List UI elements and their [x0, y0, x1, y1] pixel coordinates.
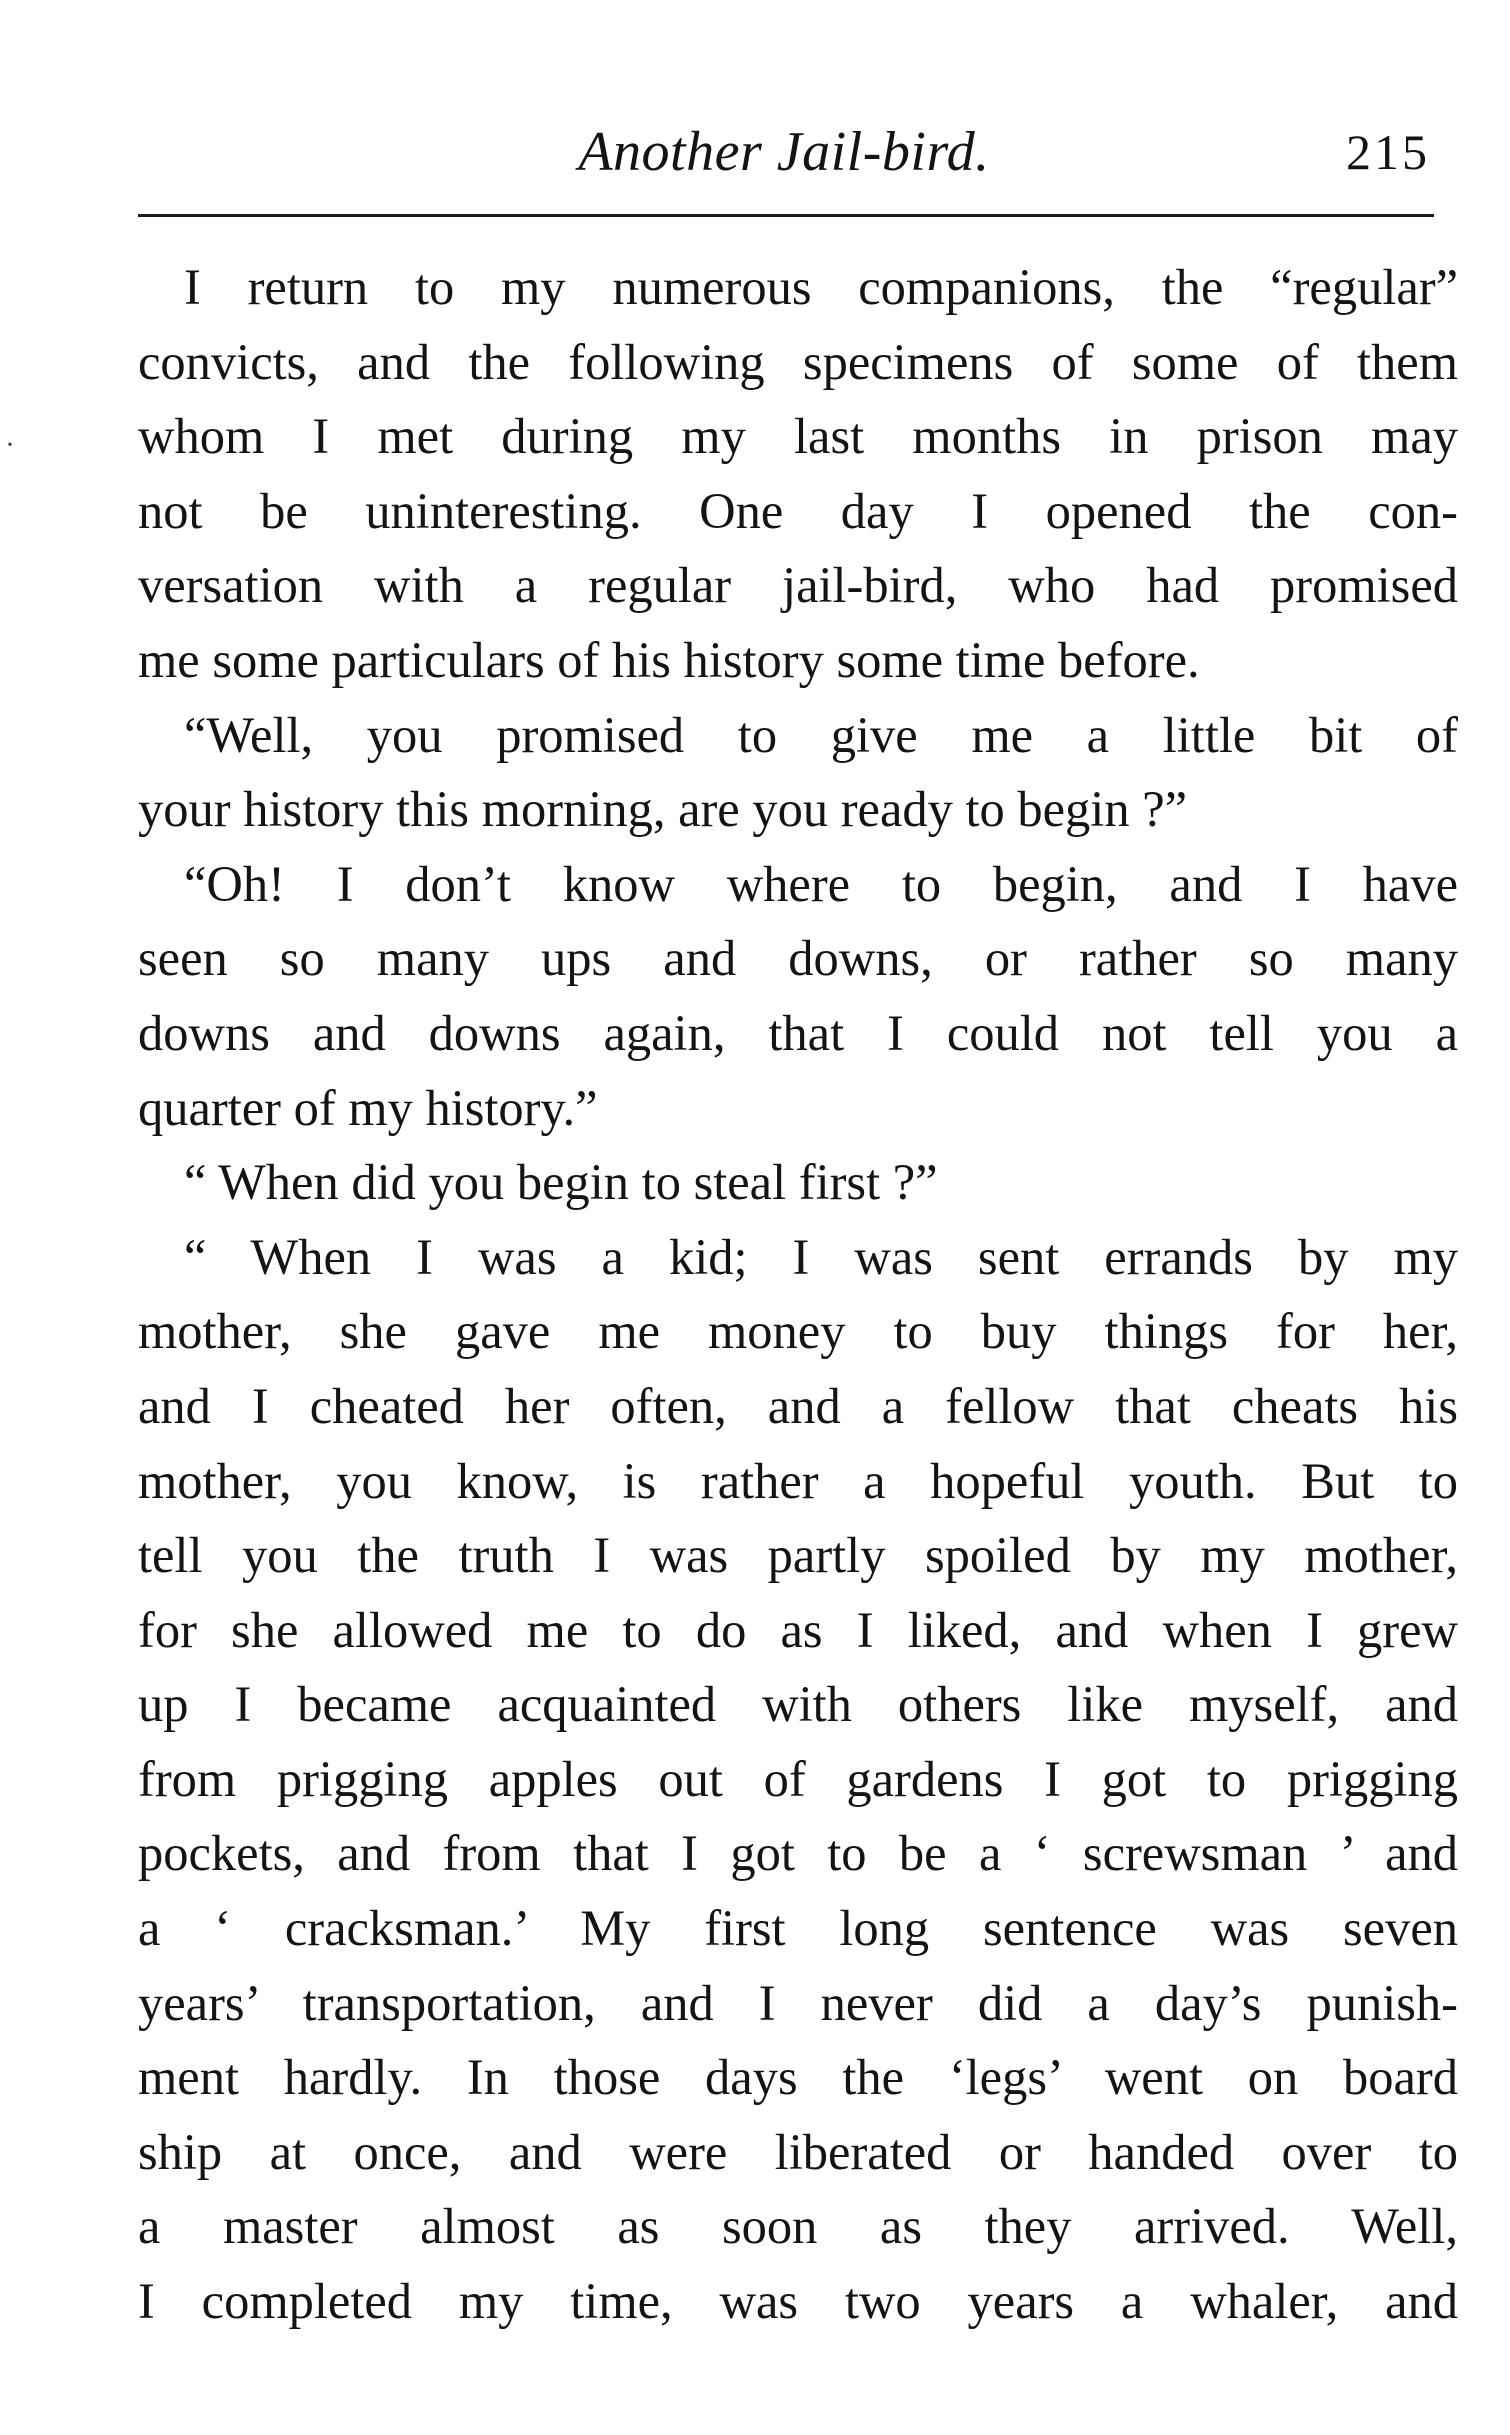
text-line: I completed my time, was two years a whaler, and [138, 2273, 1458, 2330]
body-text [138, 250, 1458, 2339]
text-line: “ When I was a kid; I was sent errands by my [184, 1228, 1458, 1285]
text-line: and I cheated her often, and a fellow that cheats his [138, 1377, 1458, 1434]
running-title: Another Jail-bird. [578, 121, 990, 183]
text-line: a master almost as soon as they arrived. Well, [138, 2198, 1458, 2255]
text-line: pockets, and from that I got to be a ‘ screwsman ’ and [138, 1825, 1458, 1882]
text-line: I return to my numerous companions, the “regular” [184, 259, 1458, 315]
text-line: not be uninteresting. One day I opened the con- [138, 482, 1458, 539]
text-line: me some particulars of his history some time before. [138, 631, 1200, 688]
text-line: seen so many ups and downs, or rather so many [138, 930, 1458, 987]
text-line: whom I met during my last months in prison may [138, 408, 1458, 465]
text-line: up I became acquainted with others like myself, and [138, 1676, 1458, 1733]
text-line: years’ transportation, and I never did a day’s punish- [138, 1974, 1458, 2031]
text-line: versation with a regular jail-bird, who had promised [138, 557, 1458, 614]
text-line: quarter of my history.” [138, 1079, 598, 1136]
text-line: convicts, and the following specimens of some of them [138, 333, 1458, 390]
text-line: tell you the truth I was partly spoiled by my mother, [138, 1527, 1458, 1584]
text-line: “Oh! I don’t know where to begin, and I have [184, 855, 1458, 912]
text-line: downs and downs again, that I could not tell you a [138, 1004, 1458, 1061]
text-line: mother, she gave me money to buy things for her, [138, 1303, 1458, 1360]
text-line: ship at once, and were liberated or handed over to [138, 2123, 1458, 2180]
text-line: mother, you know, is rather a hopeful youth. But to [138, 1452, 1458, 1509]
header-rule [138, 214, 1434, 217]
page-number: 215 [1346, 124, 1430, 180]
page-header [138, 112, 1430, 192]
text-line: a ‘ cracksman.’ My first long sentence was seven [138, 1900, 1458, 1957]
text-line: ment hardly. In those days the ‘legs’ went on board [138, 2049, 1458, 2106]
text-line: “Well, you promised to give me a little bit of [184, 706, 1458, 763]
text-line: from prigging apples out of gardens I got to prigging [138, 1750, 1458, 1807]
margin-mark: · [5, 428, 15, 461]
text-line: “ When did you begin to steal first ?” [184, 1154, 938, 1211]
text-line: your history this morning, are you ready to begin ?” [138, 781, 1188, 838]
text-line: for she allowed me to do as I liked, and when I grew [138, 1601, 1458, 1658]
